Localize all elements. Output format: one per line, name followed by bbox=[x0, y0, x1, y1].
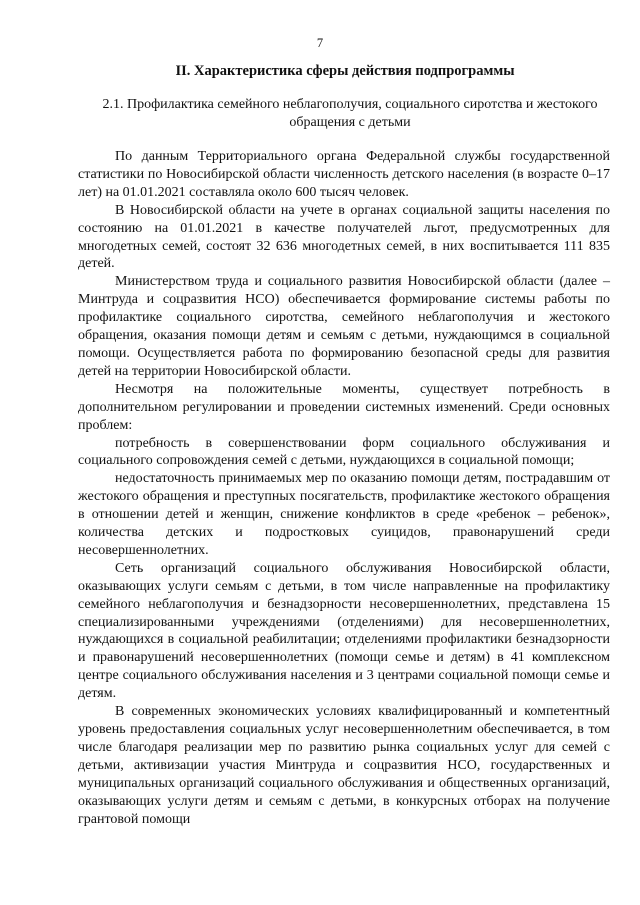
paragraph-population: По данным Территориального органа Федеральной службы государственной статистики по Новосибирской области численность детского населения (в возрасте 0–17 лет) на 01.01.2021 составляла около 600 тысяч человек. bbox=[78, 149, 610, 200]
paragraph-service-network: Сеть организаций социального обслуживания Новосибирской области, оказывающих услуги семьям с детьми, в том числе направленные на профилактику семейного неблагополучия и безнадзорности несовершеннолетних, представлена 15 специализированными учреждениями (отделениями) для несовершеннолетних, нуждающихся в социальной реабилитации; отделениями профилактики безнадзорности и правонарушений несовершеннолетних (помощи семье и детям) в 41 комплексном центре социального обслуживания населения и 3 центрами социальной помощи семье и детям. bbox=[78, 560, 610, 702]
section-title: II. Характеристика сферы действия подпрограммы bbox=[175, 63, 515, 79]
page-number: 7 bbox=[316, 36, 324, 50]
paragraph-large-families: В Новосибирской области на учете в органах социальной защиты населения по состоянию на 01.01.2021 в качестве получателей льгот, предусмотренных для многодетных семей, состоят 32 636 многодетных семей, в них воспитывается 111 835 детей. bbox=[78, 202, 610, 272]
paragraph-problems-intro: Несмотря на положительные моменты, существует потребность в дополнительном регулировании и проведении системных изменений. Среди основных проблем: bbox=[78, 381, 610, 433]
body-text bbox=[78, 148, 610, 828]
paragraph-ministry: Министерством труда и социального развития Новосибирской области (далее – Минтруда и соцразвития НСО) обеспечивается формирование системы работы по профилактике социального сиротства, семейного неблагополучия и жестокого обращения, оказания помощи детям и семьям с детьми, нуждающимся в социальной помощи. Осуществляется работа по формированию безопасной среды для развития детей на территории Новосибирской области. bbox=[78, 274, 610, 379]
subsection-title: 2.1. Профилактика семейного неблагополучия, социального сиротства и жестокого обращения с детьми bbox=[102, 97, 598, 130]
paragraph-economic-conditions: В современных экономических условиях квалифицированный и компетентный уровень предоставления социальных услуг несовершеннолетним обеспечивается, в том числе благодаря реализации мер по развитию рынка социальных услуг для семей с детьми, активизации участия Минтруда и соцразвития НСО, государственных и муниципальных организаций социального обслуживания и общественных организаций, оказывающих услуги детям и семьям с детьми, в конкурсных отборах на получение грантовой помощи bbox=[78, 704, 610, 827]
paragraph-problem-2: недостаточность принимаемых мер по оказанию помощи детям, пострадавшим от жестокого обращения и преступных посягательств, профилактике жестокого обращения в отношении детей и женщин, снижение конфликтов в среде «ребенок – ребенок», количества детских и подростковых суицидов, правонарушений среди несовершеннолетних. bbox=[78, 471, 610, 558]
paragraph-problem-1: потребность в совершенствовании форм социального обслуживания и социального сопровождения семей с детьми, нуждающихся в социальной помощи; bbox=[78, 435, 610, 469]
